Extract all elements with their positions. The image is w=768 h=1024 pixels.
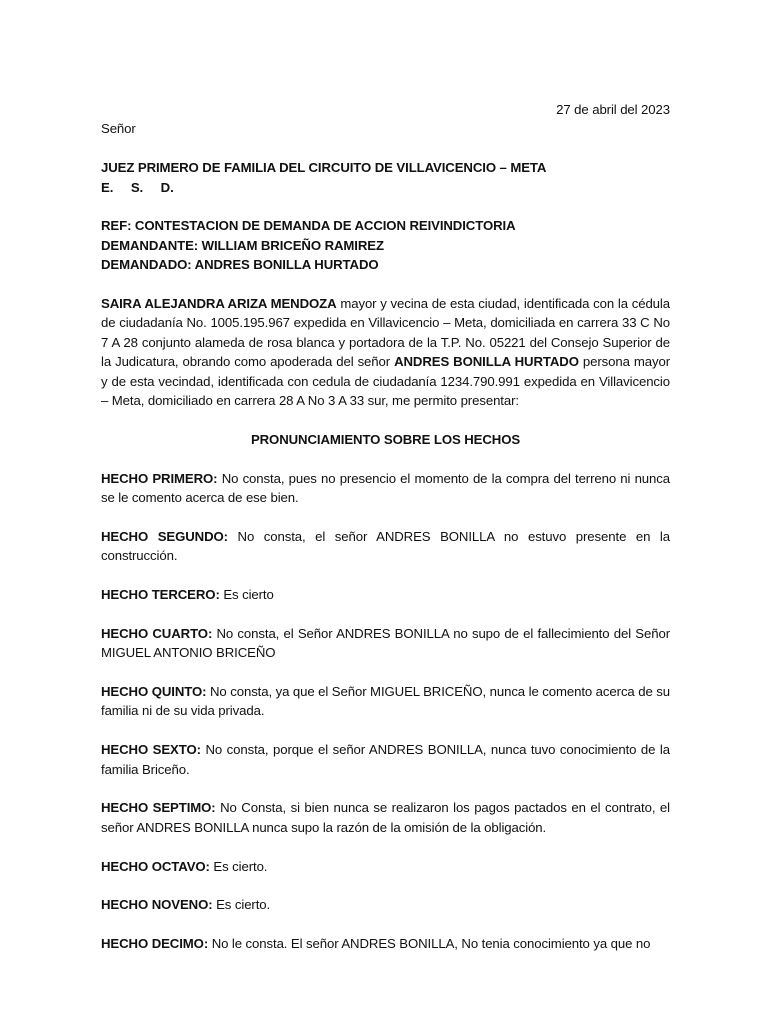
document-date: 27 de abril del 2023 (556, 102, 670, 117)
intro-paragraph (101, 294, 670, 410)
fact-paragraph (101, 527, 670, 566)
fact-label: HECHO CUARTO: (101, 625, 213, 641)
fact-text: No consta, el señor ANDRES BONILLA no estuvo presente en la construcción. (101, 528, 670, 564)
attorney-name: SAIRA ALEJANDRA ARIZA MENDOZA (101, 296, 337, 312)
fact-label: HECHO TERCERO: (101, 587, 220, 603)
fact-label: HECHO SEPTIMO: (101, 800, 216, 816)
fact-text: No consta, el Señor ANDRES BONILLA no supo de el fallecimiento del Señor MIGUEL ANTONIO BRICEÑO (101, 625, 670, 661)
client-name: ANDRES BONILLA HURTADO (394, 354, 579, 370)
fact-paragraph (101, 682, 670, 721)
fact-text: Es cierto. (212, 897, 271, 913)
fact-label: HECHO DECIMO: (101, 936, 209, 952)
fact-text: Es cierto. (209, 858, 268, 874)
fact-label: HECHO OCTAVO: (101, 858, 210, 874)
addressee: JUEZ PRIMERO DE FAMILIA DEL CIRCUITO DE VILLAVICENCIO – META (101, 160, 547, 176)
fact-label: HECHO SEXTO: (101, 742, 201, 758)
fact-text: Es cierto (219, 587, 274, 603)
fact-paragraph (101, 740, 670, 779)
intro-text-1: mayor y vecina de esta ciudad, identificada con la cédula de ciudadanía No. 1005.195.967 expedida en Villavicencio – Meta, domiciliada en carrera 33 C No 7 A 28 conjunto alameda de rosa blanca y portadora de la T.P. No. 05221 del Consejo Superior de la Judicatura, obrando como apoderada del señor (101, 296, 670, 370)
salutation: Señor (101, 121, 136, 137)
reference-line: REF: CONTESTACION DE DEMANDA DE ACCION REIVINDICTORIA (101, 218, 516, 234)
fact-label: HECHO PRIMERO: (101, 470, 218, 486)
fact-label: HECHO QUINTO: (101, 684, 207, 700)
fact-text: No consta, ya que el Señor MIGUEL BRICEÑO, nunca le comento acerca de su familia ni de su vida privada. (101, 684, 670, 719)
fact-text: No consta, porque el señor ANDRES BONILLA, nunca tuvo conocimiento de la familia Briceño. (101, 742, 670, 777)
intro-text-2: persona mayor y de esta vecindad, identificada con cedula de ciudadanía 1234.790.991 expedida en Villavicencio – Meta, domiciliado en carrera 28 A No 3 A 33 sur, me permito presentar: (101, 354, 670, 409)
fact-paragraph (101, 469, 670, 508)
plaintiff-line: DEMANDANTE: WILLIAM BRICEÑO RAMIREZ (101, 237, 384, 253)
esd-line: E. S. D. (101, 179, 174, 195)
fact-paragraph (101, 895, 670, 914)
fact-text: No consta, pues no presencio el momento de la compra del terreno ni nunca se le comento acerca de ese bien. (101, 470, 671, 506)
fact-paragraph (101, 624, 670, 663)
fact-paragraph (101, 798, 670, 837)
fact-label: HECHO SEGUNDO: (101, 528, 228, 544)
fact-text: No Consta, si bien nunca se realizaron los pagos pactados en el contrato, el señor ANDRES BONILLA nunca supo la razón de la omisión de la obligación. (101, 800, 670, 835)
fact-paragraph (101, 934, 670, 953)
section-title: PRONUNCIAMIENTO SOBRE LOS HECHOS (250, 431, 521, 447)
fact-text: No le consta. El señor ANDRES BONILLA, No tenia conocimiento ya que no (208, 936, 651, 952)
defendant-line: DEMANDADO: ANDRES BONILLA HURTADO (101, 257, 379, 273)
fact-paragraph (101, 585, 670, 604)
fact-paragraph (101, 857, 670, 876)
fact-label: HECHO NOVENO: (101, 897, 213, 913)
